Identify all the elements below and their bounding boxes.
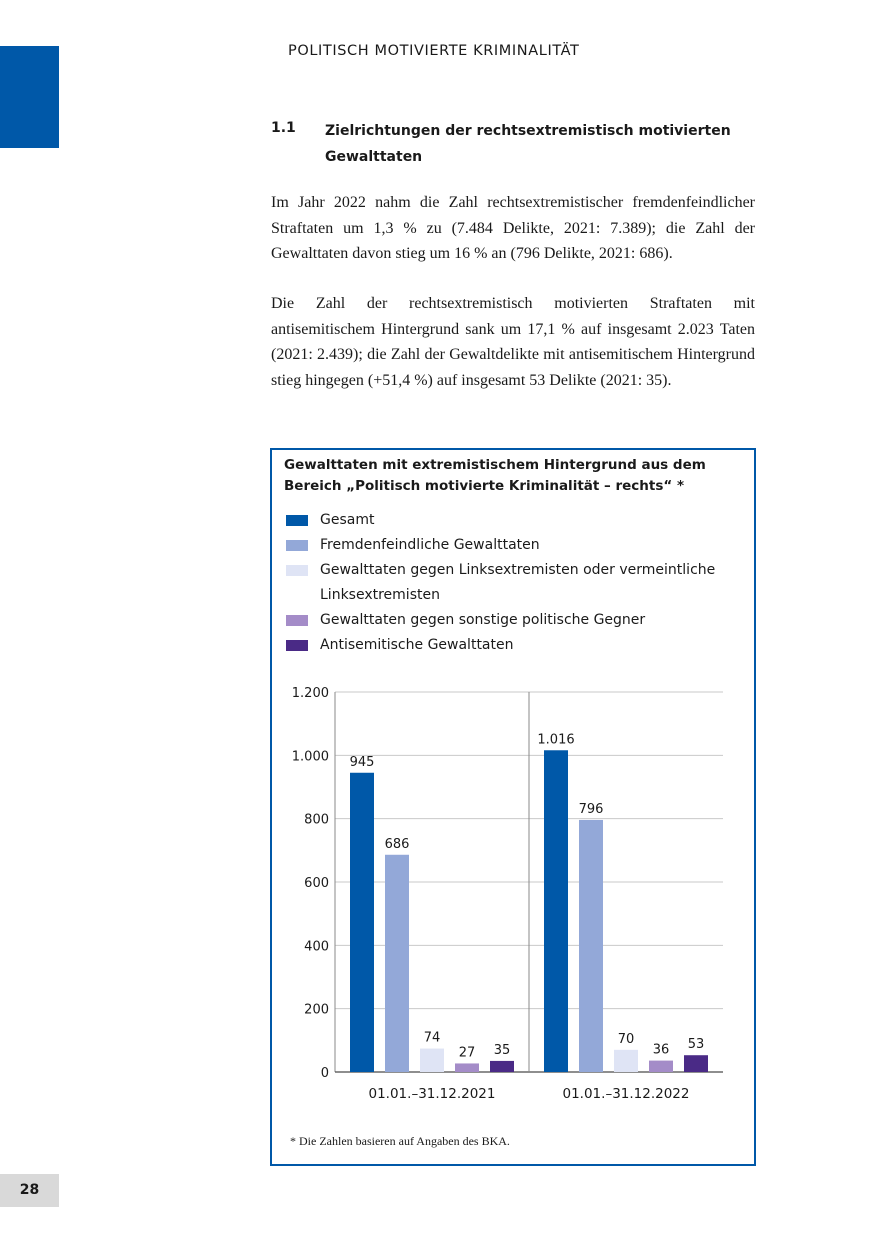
bar-chart [272, 450, 754, 1164]
chart-footnote: * Die Zahlen basieren auf Angaben des BKA. [290, 1134, 510, 1148]
data-label: 70 [617, 1031, 635, 1047]
data-label: 796 [578, 801, 604, 817]
y-tick-label: 600 [304, 876, 329, 891]
data-label: 53 [687, 1037, 705, 1053]
data-label: 686 [384, 836, 410, 852]
legend-label-sonstige-gegner: Gewalttaten gegen sonstige politische Gegner [320, 612, 646, 628]
running-head: POLITISCH MOTIVIERTE KRIMINALITÄT [288, 43, 580, 59]
bar-4-0 [490, 1061, 514, 1072]
bar-0-0 [350, 773, 374, 1072]
bar-0-1 [544, 750, 568, 1072]
chart-title: Gewalttaten mit extremistischem Hintergrund aus dem Bereich „Politisch motivierte Kriminalität – rechts“ * [284, 457, 706, 494]
paragraph-2: Die Zahl der rechtsextremistisch motivierten Straftaten mit antisemitischem Hintergrund sank um 17,1 % auf insgesamt 2.023 Taten (2021: 2.439); die Zahl der Gewaltdelikte mit antisemitischem Hintergrund stieg hingegen (+51,4 %) auf insgesamt 53 Delikte (2021: 35). [271, 295, 755, 389]
data-label: 36 [652, 1042, 670, 1058]
y-tick-label: 400 [304, 939, 329, 955]
data-label: 1.016 [537, 732, 575, 748]
data-label: 945 [349, 754, 375, 770]
y-tick-label: 1.200 [291, 686, 329, 701]
chapter-tab [0, 46, 59, 148]
bar-3-1 [649, 1061, 673, 1072]
chart-box [270, 448, 756, 1166]
y-tick-label: 0 [320, 1066, 329, 1081]
data-label: 27 [458, 1045, 476, 1061]
bar-1-1 [579, 820, 603, 1072]
legend-label-gesamt: Gesamt [320, 512, 375, 528]
y-tick-label: 1.000 [291, 749, 329, 765]
bar-4-1 [684, 1055, 708, 1072]
page-number: 28 [0, 1174, 59, 1207]
paragraph-1: Im Jahr 2022 nahm die Zahl rechtsextremistischer fremdenfeindlicher Straftaten um 1,3 % zu (7.484 Delikte, 2021: 7.389); die Zahl der Gewalttaten davon stieg um 16 % an (796 Delikte, 2021: 686). [271, 194, 755, 262]
x-category-label: 01.01.–31.12.2021 [368, 1086, 496, 1102]
y-tick-label: 800 [304, 812, 329, 828]
legend-label-antisemitisch: Antisemitische Gewalttaten [320, 637, 514, 653]
data-label: 74 [423, 1030, 441, 1046]
bar-3-0 [455, 1063, 479, 1072]
bar-2-1 [614, 1050, 638, 1072]
legend-label-linksextremisten: Gewalttaten gegen Linksextremisten oder vermeintliche Linksextremisten [320, 562, 716, 603]
section-title: Zielrichtungen der rechtsextremistisch motivierten Gewalttaten [325, 123, 731, 165]
x-category-label: 01.01.–31.12.2022 [562, 1086, 690, 1102]
data-label: 35 [493, 1042, 511, 1058]
section-number: 1.1 [271, 120, 296, 136]
y-tick-label: 200 [304, 1002, 329, 1018]
bar-1-0 [385, 855, 409, 1072]
legend-label-fremdenfeindlich: Fremdenfeindliche Gewalttaten [320, 537, 540, 553]
bar-2-0 [420, 1049, 444, 1072]
